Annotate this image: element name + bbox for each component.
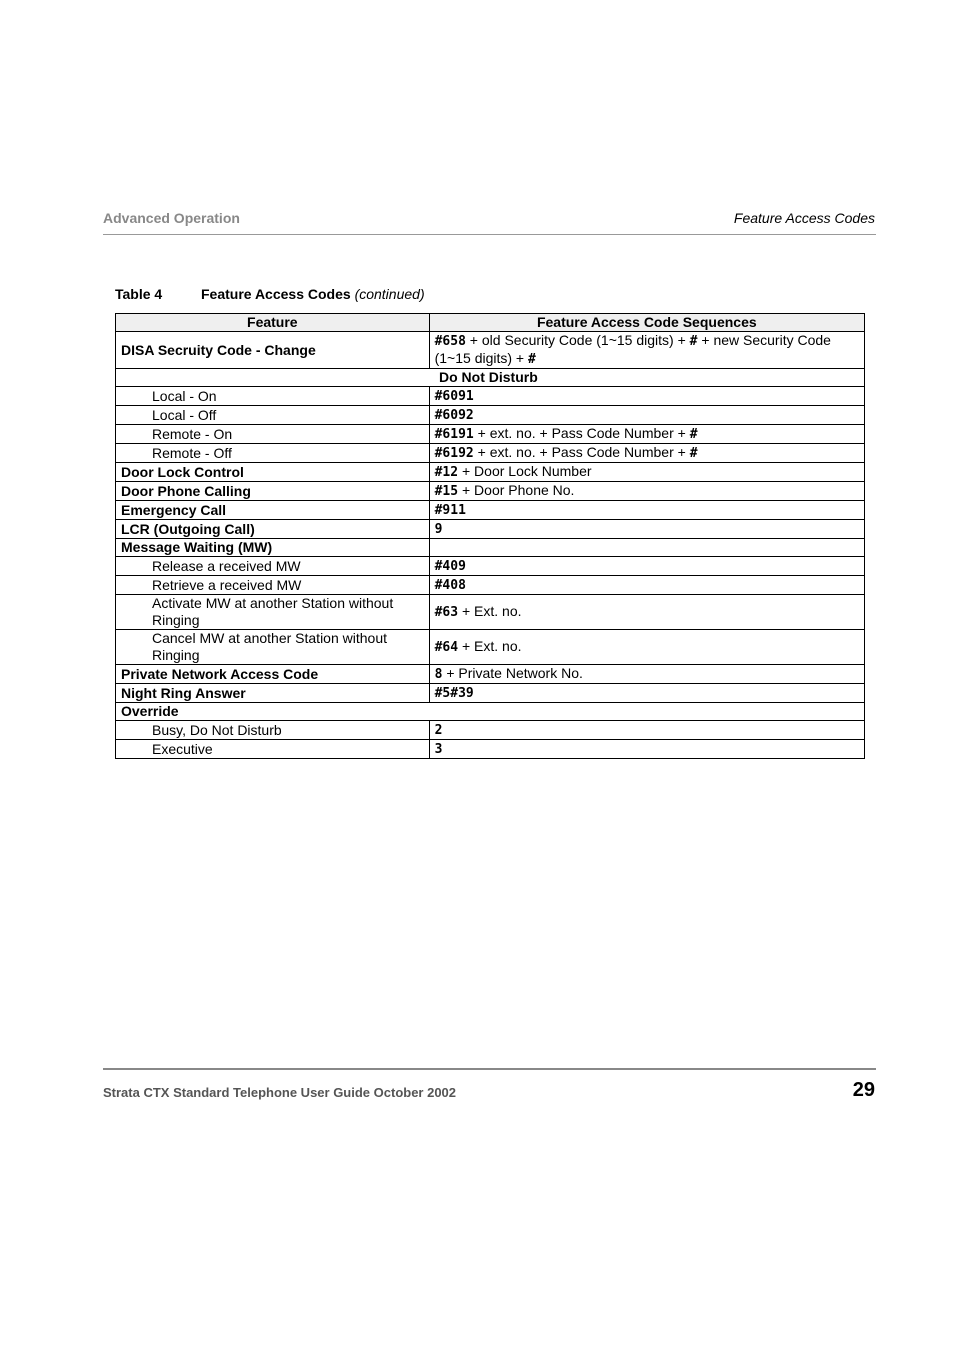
table-row xyxy=(116,740,865,759)
table-row xyxy=(116,539,865,557)
access-code: # xyxy=(689,334,698,349)
sequence-cell xyxy=(429,406,864,425)
feature-cell: Executive xyxy=(116,740,430,759)
access-code: #12 xyxy=(434,465,459,480)
footer-rule xyxy=(103,1068,876,1070)
table-title: Feature Access Codes xyxy=(201,286,351,302)
sequence-text: + ext. no. + Pass Code Number + xyxy=(473,425,690,441)
table-row xyxy=(116,520,865,539)
table-row xyxy=(116,576,865,595)
sequence-cell xyxy=(429,463,864,482)
access-code: 2 xyxy=(434,723,443,738)
sequence-cell xyxy=(429,576,864,595)
feature-cell: Local - Off xyxy=(116,406,430,425)
feature-cell: Override xyxy=(116,703,865,721)
access-code: #408 xyxy=(434,578,466,593)
access-code: #409 xyxy=(434,559,466,574)
column-header-sequences: Feature Access Code Sequences xyxy=(429,314,864,332)
table-row xyxy=(116,501,865,520)
feature-cell: Message Waiting (MW) xyxy=(116,539,430,557)
header-rule xyxy=(103,234,876,235)
group-heading: Do Not Disturb xyxy=(116,369,865,387)
table-row xyxy=(116,630,865,665)
feature-cell: Emergency Call xyxy=(116,501,430,520)
access-code: #6091 xyxy=(434,389,474,404)
sequence-cell xyxy=(429,721,864,740)
access-code: 3 xyxy=(434,742,443,757)
table-row xyxy=(116,369,865,387)
sequence-text: + Door Phone No. xyxy=(458,482,575,498)
access-code: 9 xyxy=(434,522,443,537)
access-code: #658 xyxy=(434,334,466,349)
sequence-cell xyxy=(429,520,864,539)
access-code: #64 xyxy=(434,640,459,655)
feature-cell: Door Lock Control xyxy=(116,463,430,482)
feature-cell: Private Network Access Code xyxy=(116,665,430,684)
access-code: #6092 xyxy=(434,408,474,423)
access-code: # xyxy=(689,446,698,461)
table-row xyxy=(116,557,865,576)
footer-guide-title: Strata CTX Standard Telephone User Guide October 2002 xyxy=(103,1085,457,1100)
sequence-cell xyxy=(429,630,864,665)
feature-cell: Release a received MW xyxy=(116,557,430,576)
table-number: Table 4 xyxy=(115,286,163,302)
table-row xyxy=(116,425,865,444)
feature-cell: Busy, Do Not Disturb xyxy=(116,721,430,740)
column-header-feature: Feature xyxy=(116,314,430,332)
running-header-chapter: Feature Access Codes xyxy=(733,210,875,226)
table-header-row xyxy=(116,314,865,332)
sequence-text: + Door Lock Number xyxy=(458,463,592,479)
access-code: #6191 xyxy=(434,427,474,442)
sequence-cell xyxy=(429,425,864,444)
feature-cell: Remote - On xyxy=(116,425,430,444)
sequence-cell xyxy=(429,332,864,369)
sequence-cell xyxy=(429,684,864,703)
sequence-cell xyxy=(429,595,864,630)
access-code: # xyxy=(689,427,698,442)
feature-cell: Night Ring Answer xyxy=(116,684,430,703)
sequence-cell xyxy=(429,482,864,501)
table-continued-note: (continued) xyxy=(354,286,425,302)
feature-cell: Door Phone Calling xyxy=(116,482,430,501)
sequence-cell xyxy=(429,740,864,759)
feature-cell: Retrieve a received MW xyxy=(116,576,430,595)
access-code: # xyxy=(528,352,536,367)
feature-cell: Cancel MW at another Station without Ringing xyxy=(116,630,430,665)
sequence-cell xyxy=(429,444,864,463)
access-code: #5#39 xyxy=(434,686,474,701)
feature-cell: Remote - Off xyxy=(116,444,430,463)
table-body xyxy=(116,332,865,759)
feature-cell: Activate MW at another Station without Ringing xyxy=(116,595,430,630)
sequence-cell xyxy=(429,557,864,576)
access-code: #6192 xyxy=(434,446,474,461)
table-caption xyxy=(115,286,425,302)
sequence-cell xyxy=(429,501,864,520)
page-number: 29 xyxy=(852,1079,875,1101)
sequence-text: + Private Network No. xyxy=(442,665,583,681)
sequence-text: + new Security Code (1~15 digits) + xyxy=(434,332,831,366)
sequence-text: + Ext. no. xyxy=(458,638,522,654)
table-row xyxy=(116,684,865,703)
table-row xyxy=(116,444,865,463)
feature-cell: LCR (Outgoing Call) xyxy=(116,520,430,539)
table-row xyxy=(116,595,865,630)
table-row xyxy=(116,665,865,684)
feature-cell: Local - On xyxy=(116,387,430,406)
table-row xyxy=(116,332,865,369)
sequence-text: + old Security Code (1~15 digits) + xyxy=(465,332,690,348)
table-row xyxy=(116,482,865,501)
sequence-text: + ext. no. + Pass Code Number + xyxy=(473,444,690,460)
sequence-cell xyxy=(429,539,864,557)
table-row xyxy=(116,387,865,406)
table-row xyxy=(116,703,865,721)
table-row xyxy=(116,721,865,740)
access-code: 8 xyxy=(434,667,443,682)
sequence-cell xyxy=(429,387,864,406)
running-header-section: Advanced Operation xyxy=(103,210,240,226)
sequence-text: + Ext. no. xyxy=(458,603,522,619)
sequence-cell xyxy=(429,665,864,684)
feature-cell: DISA Secruity Code - Change xyxy=(116,332,430,369)
access-code: #15 xyxy=(434,484,459,499)
feature-access-codes-table xyxy=(115,313,865,759)
access-code: #911 xyxy=(434,503,466,518)
access-code: #63 xyxy=(434,605,459,620)
table-row xyxy=(116,406,865,425)
table-row xyxy=(116,463,865,482)
